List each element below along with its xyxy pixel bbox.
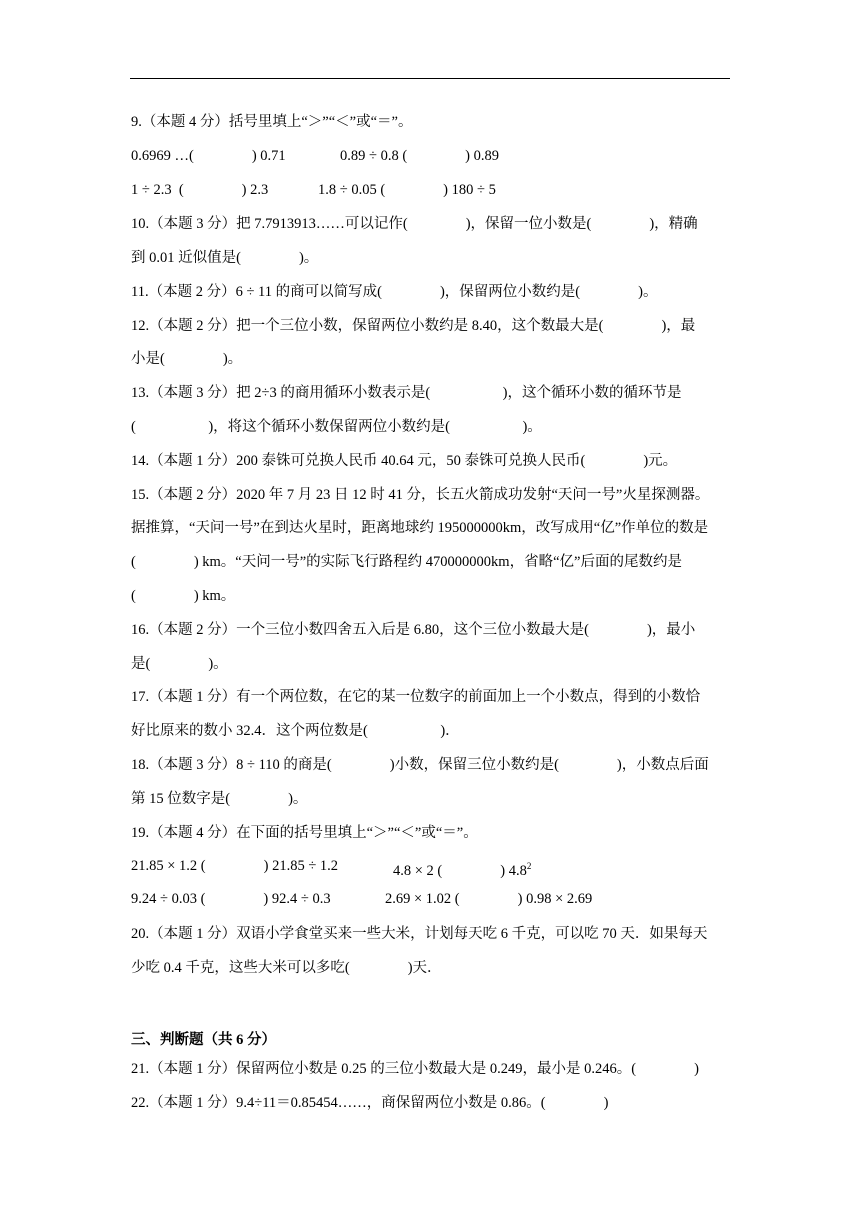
q16-line-1: 16.（本题 2 分）一个三位小数四舍五入后是 6.80，这个三位小数最大是( )，最小 [131, 622, 696, 638]
q21: 21.（本题 1 分）保留两位小数是 0.25 的三位小数最大是 0.249，最小是 0.246。( ) [131, 1061, 699, 1077]
q16-line-2: 是( )。 [131, 656, 228, 672]
q9-compare-3: 1 ÷ 2.3 ( ) 2.3 [131, 182, 269, 198]
q9-compare-2: 0.89 ÷ 0.8 ( ) 0.89 [340, 148, 499, 164]
q19-compare-4: 2.69 × 1.02 ( ) 0.98 × 2.69 [385, 891, 593, 907]
q14: 14.（本题 1 分）200 泰铢可兑换人民币 40.64 元，50 泰铢可兑换人民币( )元。 [131, 453, 678, 469]
q9-compare-1: 0.6969 …( ) 0.71 [131, 148, 286, 164]
q18-line-2: 第 15 位数字是( )。 [131, 791, 308, 807]
q17-line-2: 好比原来的数小 32.4．这个两位数是( )． [131, 723, 460, 739]
q19-compare-1: 21.85 × 1.2 ( ) 21.85 ÷ 1.2 [131, 858, 339, 874]
q19-title: 19.（本题 4 分）在下面的括号里填上“＞”“＜”或“＝”。 [131, 825, 478, 841]
q15-line-3: ( ) km。“天问一号”的实际飞行路程约 470000000km，省略“亿”后面的尾数约是 [131, 554, 682, 570]
q11: 11.（本题 2 分）6 ÷ 11 的商可以简写成( )，保留两位小数约是( )。 [131, 284, 658, 300]
q19-exponent: 2 [526, 861, 532, 871]
section-3-heading: 三、判断题（共 6 分） [131, 1032, 276, 1048]
q20-line-2: 少吃 0.4 千克，这些大米可以多吃( )天． [131, 960, 442, 976]
q19-compare-3: 9.24 ÷ 0.03 ( ) 92.4 ÷ 0.3 [131, 891, 331, 907]
q15-line-1: 15.（本题 2 分）2020 年 7 月 23 日 12 时 41 分，长五火箭成功发射“天问一号”火星探测器。 [131, 487, 710, 503]
q12-line-1: 12.（本题 2 分）把一个三位小数，保留两位小数约是 8.40，这个数最大是( )，最 [131, 318, 696, 334]
q17-line-1: 17.（本题 1 分）有一个两位数，在它的某一位数字的前面加上一个小数点，得到的小数恰 [131, 689, 701, 705]
q9-compare-4: 1.8 ÷ 0.05 ( ) 180 ÷ 5 [318, 182, 496, 198]
q19-compare-2-text: 4.8 × 2 ( ) 4.8 [393, 862, 527, 879]
q20-line-1: 20.（本题 1 分）双语小学食堂买来一些大米，计划每天吃 6 千克，可以吃 70 天．如果每天 [131, 926, 708, 942]
q12-line-2: 小是( )。 [131, 351, 243, 367]
q13-line-1: 13.（本题 3 分）把 2÷3 的商用循环小数表示是( )，这个循环小数的循环节是 [131, 385, 682, 401]
q22: 22.（本题 1 分）9.4÷11＝0.85454……，商保留两位小数是 0.86。( ) [131, 1095, 609, 1111]
q18-line-1: 18.（本题 3 分）8 ÷ 110 的商是( )小数，保留三位小数约是( )，小数点后面 [131, 757, 709, 773]
q10-line-2: 到 0.01 近似值是( )。 [131, 250, 319, 266]
q9-title: 9.（本题 4 分）括号里填上“＞”“＜”或“＝”。 [131, 114, 413, 130]
header-rule [130, 78, 730, 79]
q15-line-4: ( ) km。 [131, 588, 236, 604]
q10-line-1: 10.（本题 3 分）把 7.7913913……可以记作( )，保留一位小数是( )，精确 [131, 216, 698, 232]
q13-line-2: ( )，将这个循环小数保留两位小数约是( )。 [131, 419, 542, 435]
q15-line-2: 据推算，“天问一号”在到达火星时，距离地球约 195000000km，改写成用“亿”作单位的数是 [131, 520, 709, 536]
q19-compare-2 [393, 857, 531, 880]
